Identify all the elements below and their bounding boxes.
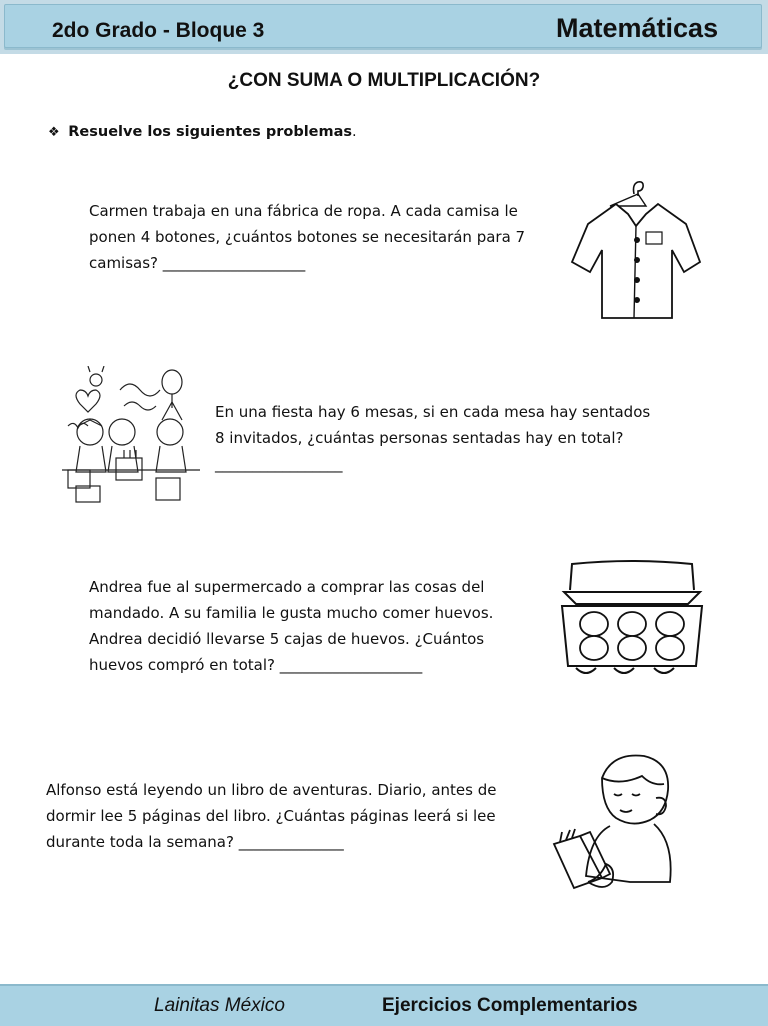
problem-line: durante toda la semana? ______________ bbox=[46, 833, 344, 851]
problem-line: dormir lee 5 páginas del libro. ¿Cuántas páginas leerá si lee bbox=[46, 807, 496, 825]
problem-line: huevos compró en total? ___________________ bbox=[89, 656, 423, 674]
subject-label: Matemáticas bbox=[556, 13, 719, 43]
footer-label: Ejercicios Complementarios bbox=[382, 995, 638, 1016]
problem-line: camisas? ___________________ bbox=[89, 254, 306, 272]
page-title: ¿CON SUMA O MULTIPLICACIÓN? bbox=[227, 70, 541, 91]
problem-line: ponen 4 botones, ¿cuántos botones se necesitarán para 7 bbox=[89, 228, 526, 246]
problem-line: Andrea fue al supermercado a comprar las cosas del bbox=[89, 578, 485, 596]
instruction-text: Resuelve los siguientes problemas bbox=[68, 124, 353, 140]
problem-line: mandado. A su familia le gusta mucho comer huevos. bbox=[89, 604, 494, 622]
instruction-period: . bbox=[352, 124, 357, 140]
footer-bar bbox=[0, 984, 768, 1026]
party-children-icon bbox=[60, 366, 202, 506]
instruction bbox=[48, 124, 357, 140]
problem-1 bbox=[89, 198, 525, 276]
problem-line: _________________ bbox=[215, 455, 343, 473]
problem-line: Carmen trabaja en una fábrica de ropa. A cada camisa le bbox=[89, 202, 518, 220]
footer-author: Lainitas México bbox=[154, 995, 285, 1016]
instruction-bullet: ❖ bbox=[48, 125, 60, 140]
problem-4 bbox=[46, 777, 496, 855]
problem-line: Andrea decidió llevarse 5 cajas de huevos. ¿Cuántos bbox=[89, 630, 485, 648]
header-inner bbox=[4, 4, 762, 48]
shirt-icon bbox=[568, 172, 702, 324]
header-bar bbox=[0, 0, 768, 54]
problem-2 bbox=[215, 399, 650, 477]
egg-carton-icon bbox=[558, 556, 706, 684]
grade-block-label: 2do Grado - Bloque 3 bbox=[52, 19, 265, 42]
problem-line: Alfonso está leyendo un libro de aventuras. Diario, antes de bbox=[46, 781, 497, 799]
problem-3 bbox=[89, 574, 493, 678]
boy-reading-icon bbox=[544, 750, 678, 910]
problem-line: En una fiesta hay 6 mesas, si en cada mesa hay sentados bbox=[215, 403, 651, 421]
problem-line: 8 invitados, ¿cuántas personas sentadas hay en total? bbox=[215, 429, 624, 447]
